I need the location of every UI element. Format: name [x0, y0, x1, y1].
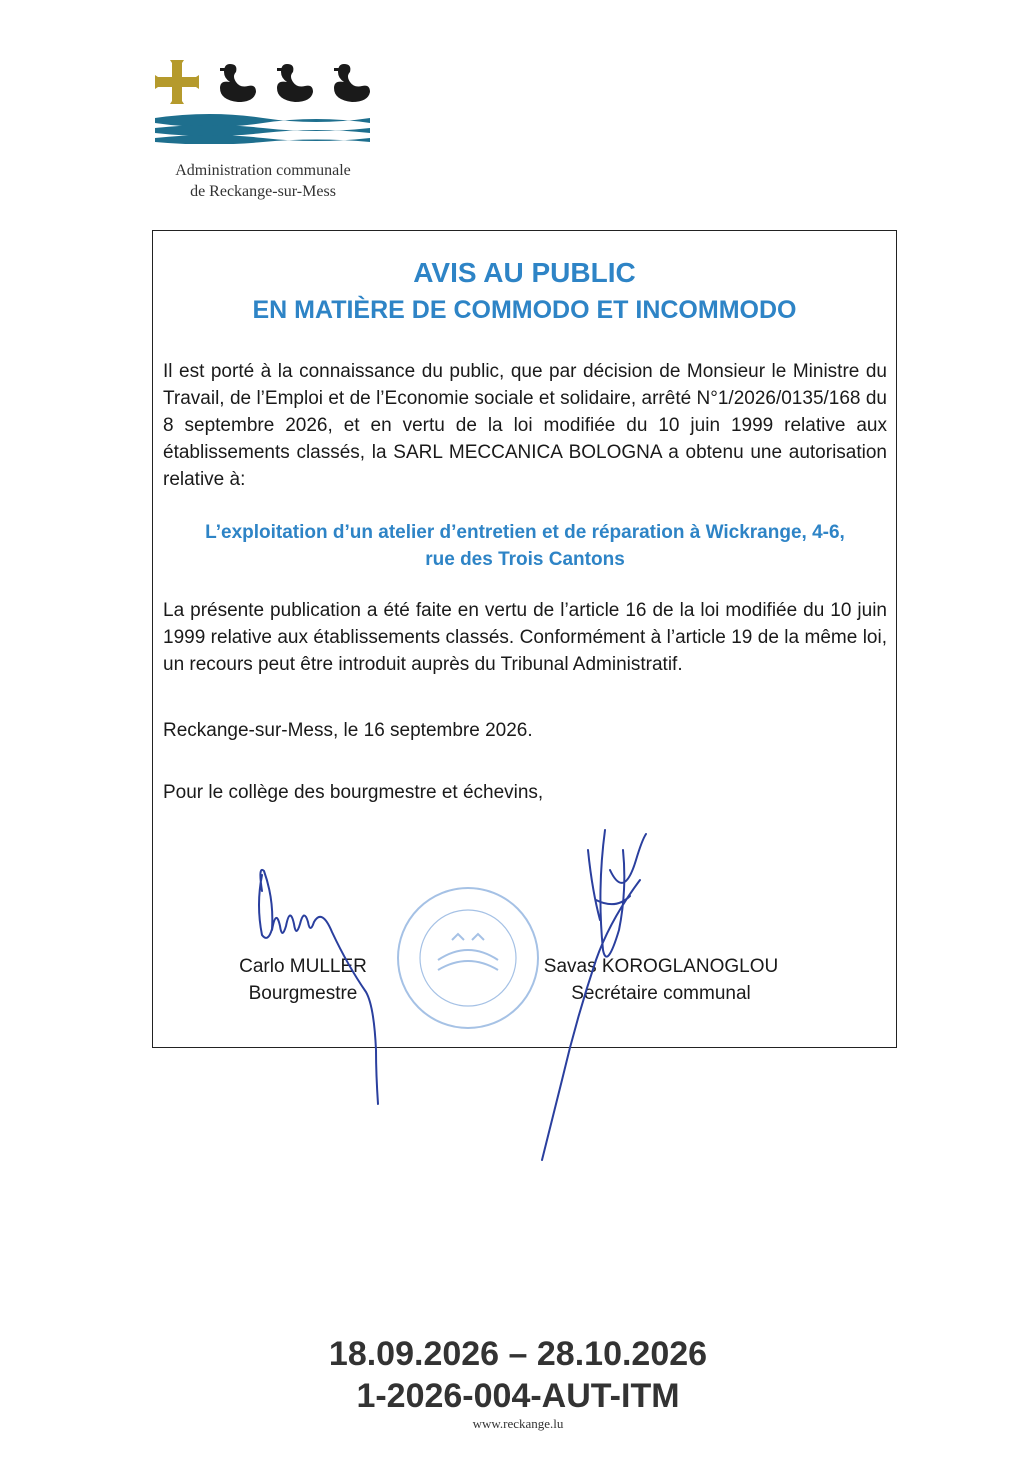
org-line-2: de Reckange-sur-Mess [190, 183, 336, 200]
authorized-activity [163, 519, 887, 573]
signer-secretary-role: Secrétaire communal [571, 983, 751, 1004]
signer-mayor-name: Carlo MULLER [239, 956, 367, 977]
notice-title: AVIS AU PUBLIC [413, 257, 636, 288]
notice-subtitle: EN MATIÈRE DE COMMODO ET INCOMMODO [252, 296, 797, 324]
coat-of-arms-icon [150, 52, 376, 144]
signer-secretary-name: Savas KOROGLANOGLOU [543, 956, 779, 977]
activity-line-1: L’exploitation d’un atelier d’entretien et de réparation à Wickrange, 4-6, [205, 522, 845, 543]
notice-box [152, 230, 897, 1048]
activity-line-2: rue des Trois Cantons [425, 549, 625, 570]
display-period: 18.09.2026 – 28.10.2026 [328, 1335, 708, 1373]
file-reference: 1-2026-004-AUT-ITM [356, 1377, 680, 1415]
place-date: Reckange-sur-Mess, le 16 septembre 2026. [163, 720, 533, 741]
organization-name [150, 160, 376, 202]
paragraph-legal-basis: La présente publication a été faite en vertu de l’article 16 de la loi modifiée du 10 juin 1999 relative aux établissements classés. Conformément à l’article 19 de la même loi, un recours peut être introduit auprès du Tribunal Administratif. [163, 600, 887, 675]
signer-mayor-role: Bourgmestre [248, 983, 358, 1004]
org-line-1: Administration communale [175, 162, 351, 179]
paragraph-decision: Il est porté à la connaissance du public, que par décision de Monsieur le Ministre du Travail, de l’Emploi et de l’Economie sociale et solidaire, arrêté N°1/2026/0135/168 du 8 septembre 2026, et en vertu de la loi modifiée du 10 juin 1999 relative aux établissements classés, la SARL MECCANICA BOLOGNA a obtenu une autorisation relative à: [163, 361, 887, 490]
website-link[interactable]: www.reckange.lu [472, 1416, 564, 1431]
closing-line: Pour le collège des bourgmestre et échevins, [163, 782, 544, 803]
signer-mayor [213, 953, 393, 1007]
municipal-logo [150, 52, 376, 202]
signer-secretary [531, 953, 791, 1007]
